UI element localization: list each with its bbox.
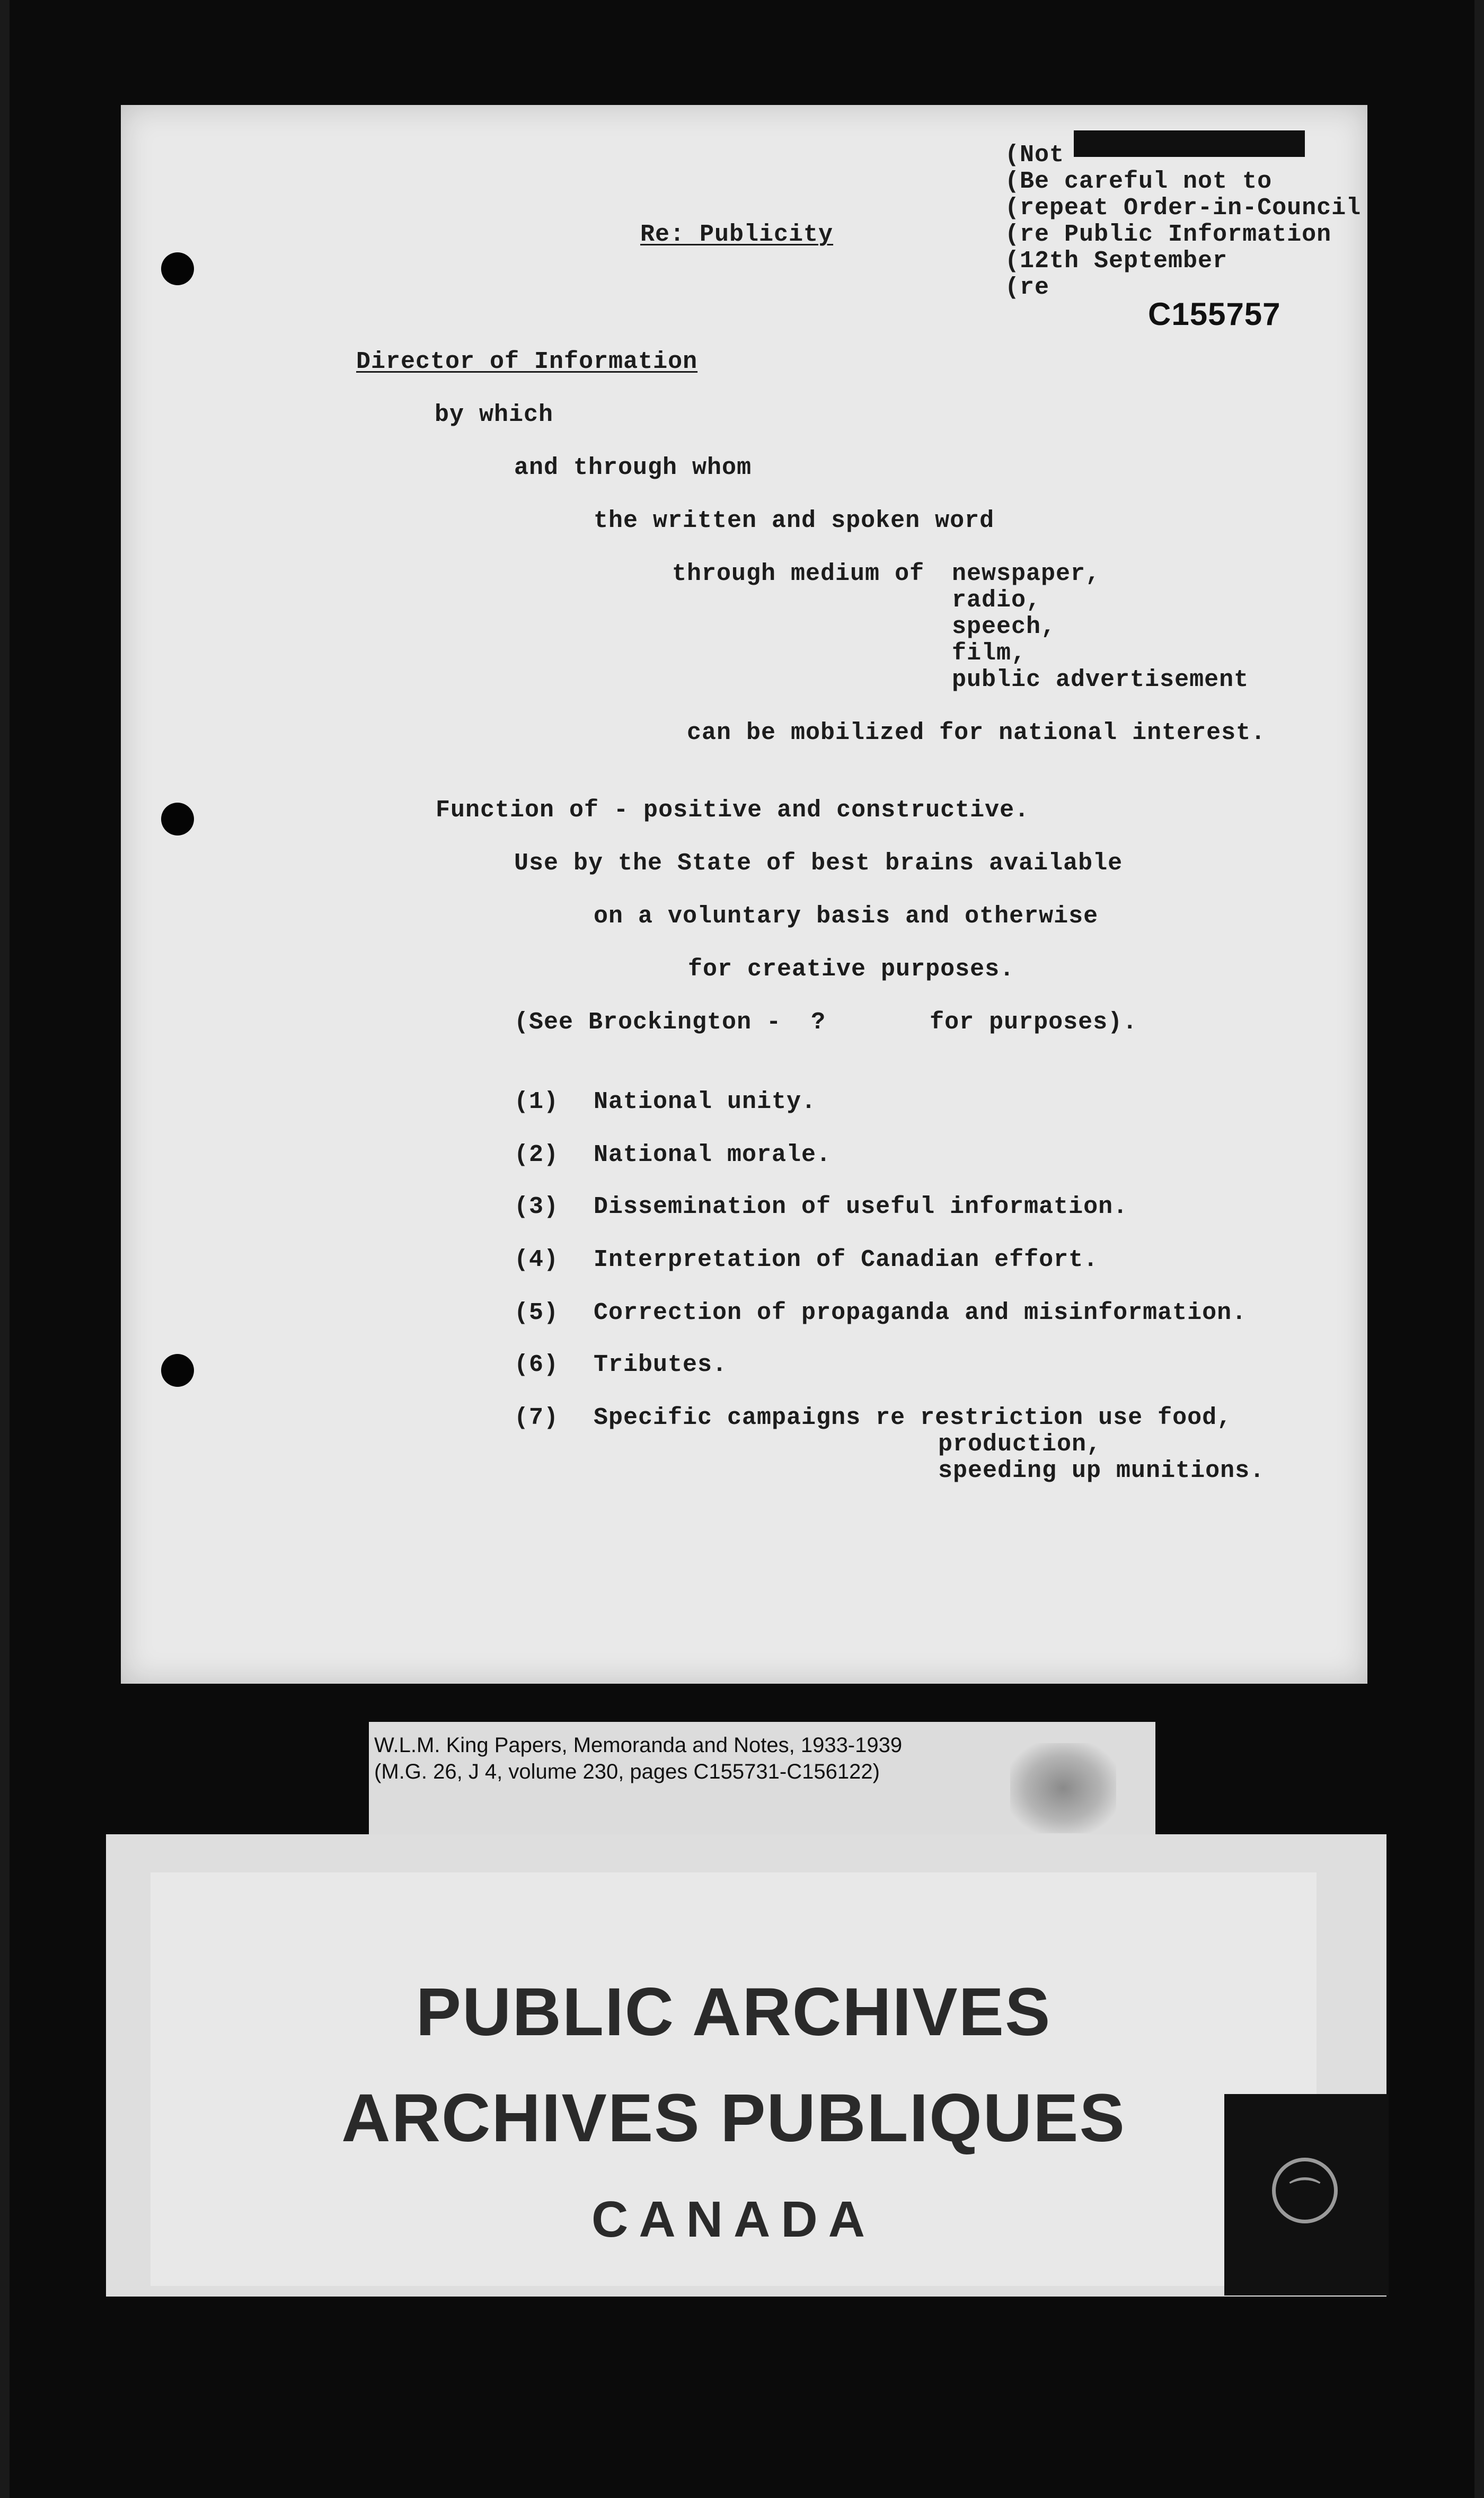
document-sheet (121, 105, 1367, 1684)
purpose-number: (2) (514, 1141, 559, 1168)
purpose-continuation: speeding up munitions. (938, 1457, 1265, 1484)
reference-line: (M.G. 26, J 4, volume 230, pages C155731-C156122) (374, 1760, 880, 1783)
purpose-text: Interpretation of Canadian effort. (594, 1246, 1099, 1273)
text-line: the written and spoken word (594, 507, 995, 534)
media-item: film, (952, 640, 1027, 667)
media-item: radio, (952, 587, 1041, 614)
subject-line: Re: Publicity (640, 221, 834, 248)
purpose-text: National morale. (594, 1141, 832, 1168)
media-item: public advertisement (952, 666, 1249, 693)
note-line: (repeat Order-in-Council (1005, 195, 1362, 222)
note-line: (re Public Information (1005, 221, 1332, 248)
note-line: (Be careful not to (1005, 168, 1273, 195)
redaction-bar (1074, 130, 1305, 157)
note-line: (Not (1005, 142, 1065, 169)
archives-canada-logo-icon: ⌒ (1272, 2158, 1338, 2223)
archive-title-fr: ARCHIVES PUBLIQUES (341, 2080, 1126, 2156)
text-line: through medium of (672, 560, 925, 587)
note-line: (12th September (1005, 248, 1228, 275)
reference-line: W.L.M. King Papers, Memoranda and Notes, 1933-1939 (374, 1734, 903, 1757)
note-line: (re (1005, 274, 1050, 301)
purpose-text: Dissemination of useful information. (594, 1193, 1128, 1220)
text-line: Use by the State of best brains available (514, 850, 1123, 877)
archive-title-en: PUBLIC ARCHIVES (416, 1974, 1052, 2050)
punch-hole-top (161, 252, 194, 285)
text-line: can be mobilized for national interest. (687, 719, 1266, 746)
purpose-number: (5) (514, 1299, 559, 1326)
archive-card-face (151, 1872, 1317, 2286)
purpose-number: (7) (514, 1404, 559, 1431)
purpose-continuation: production, (938, 1431, 1102, 1458)
purpose-text: Tributes. (594, 1351, 728, 1378)
text-line: on a voluntary basis and otherwise (594, 903, 1099, 930)
text-line: Function of - positive and constructive. (436, 797, 1030, 824)
film-frame-right (1474, 0, 1484, 2498)
text-line: by which (435, 401, 554, 428)
media-item: newspaper, (952, 560, 1101, 587)
purpose-number: (4) (514, 1246, 559, 1273)
purpose-text: Specific campaigns re restriction use food, (594, 1404, 1232, 1431)
punch-hole-bottom (161, 1354, 194, 1387)
text-line: for creative purposes. (688, 956, 1015, 983)
text-line: (See Brockington - ? for purposes). (514, 1009, 1138, 1036)
purpose-text: National unity. (594, 1088, 817, 1115)
text-line: and through whom (514, 454, 752, 481)
media-item: speech, (952, 613, 1056, 640)
archive-country: CANADA (591, 2191, 876, 2248)
film-frame-left (0, 0, 10, 2498)
purpose-number: (3) (514, 1193, 559, 1220)
document-number: C155757 (1148, 296, 1281, 332)
document-heading: Director of Information (356, 348, 698, 375)
purpose-number: (6) (514, 1351, 559, 1378)
archive-card (106, 1834, 1386, 2297)
punch-hole-middle (161, 803, 194, 835)
reference-strip (369, 1722, 1155, 1834)
purpose-text: Correction of propaganda and misinformation. (594, 1299, 1247, 1326)
purpose-number: (1) (514, 1088, 559, 1115)
paper-stain (1010, 1743, 1116, 1833)
logo-panel (1224, 2094, 1389, 2295)
